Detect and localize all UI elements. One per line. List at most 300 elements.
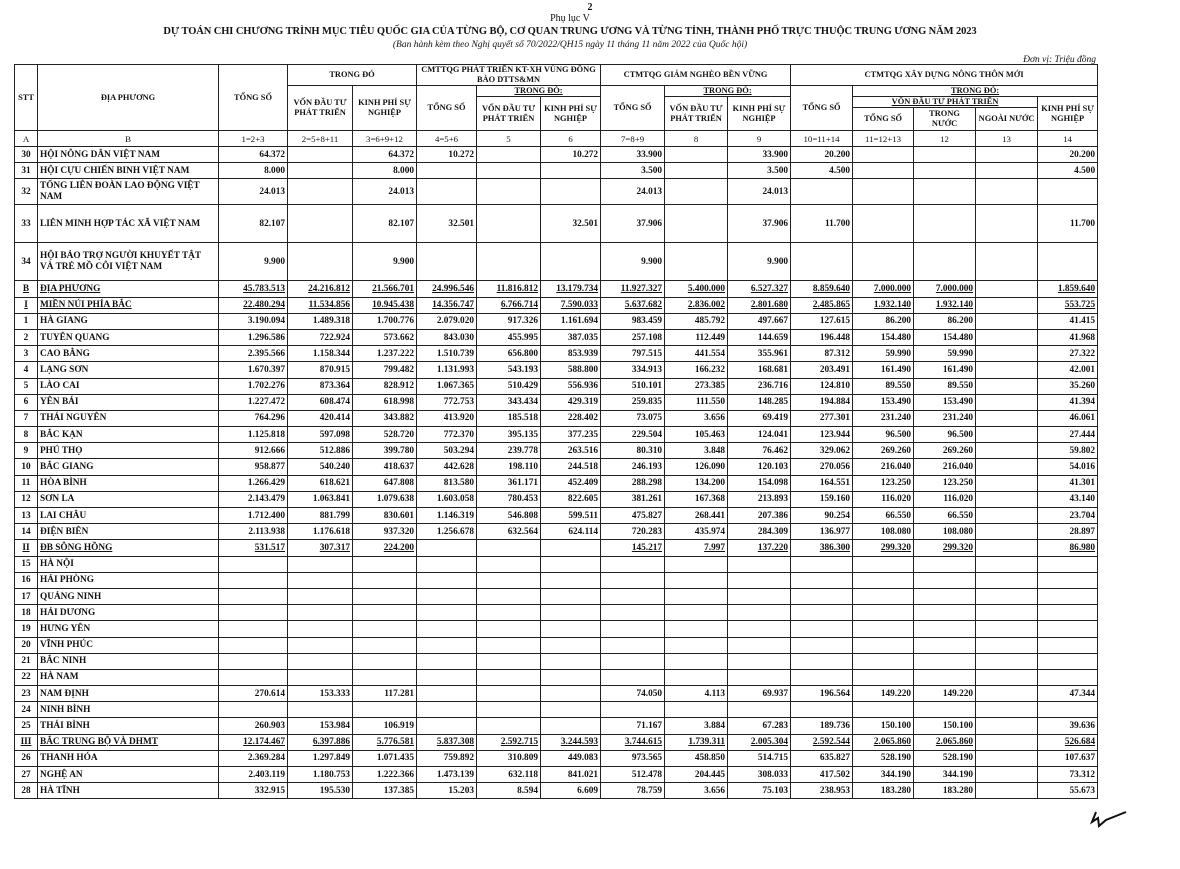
value-cell: 12.174.467 <box>219 734 288 750</box>
value-cell <box>1038 702 1098 718</box>
value-cell: 1.739.311 <box>665 734 728 750</box>
value-cell: 117.281 <box>353 686 417 702</box>
value-cell <box>853 653 914 669</box>
value-cell: 69.419 <box>728 410 791 426</box>
row-stt: 10 <box>15 459 38 475</box>
value-cell: 983.459 <box>601 313 665 329</box>
value-cell: 540.240 <box>288 459 353 475</box>
value-cell: 236.716 <box>728 378 791 394</box>
row-name: NAM ĐỊNH <box>38 686 219 702</box>
index-cell: 4=5+6 <box>417 131 477 147</box>
value-cell <box>417 605 477 621</box>
value-cell: 153.333 <box>288 686 353 702</box>
value-cell: 599.511 <box>541 508 601 524</box>
value-cell: 231.240 <box>914 410 976 426</box>
value-cell: 455.995 <box>477 329 541 345</box>
value-cell <box>477 669 541 685</box>
table-row <box>15 653 1098 669</box>
row-stt: 4 <box>15 362 38 378</box>
value-cell: 185.518 <box>477 410 541 426</box>
value-cell: 107.637 <box>1038 750 1098 766</box>
value-cell <box>914 556 976 572</box>
value-cell <box>665 572 728 588</box>
value-cell: 1.237.222 <box>353 346 417 362</box>
value-cell: 59.802 <box>1038 443 1098 459</box>
row-name: SƠN LA <box>38 491 219 507</box>
value-cell <box>728 669 791 685</box>
row-name: HẢI DƯƠNG <box>38 605 219 621</box>
value-cell: 449.083 <box>541 750 601 766</box>
value-cell: 11.927.327 <box>601 281 665 297</box>
table-row <box>15 783 1098 799</box>
value-cell: 308.033 <box>728 767 791 783</box>
value-cell <box>976 346 1038 362</box>
value-cell <box>601 621 665 637</box>
value-cell <box>914 702 976 718</box>
value-cell <box>417 243 477 281</box>
value-cell: 8.000 <box>353 163 417 179</box>
value-cell: 168.681 <box>728 362 791 378</box>
value-cell: 344.190 <box>914 767 976 783</box>
value-cell: 1.146.319 <box>417 508 477 524</box>
row-name: ĐỊA PHƯƠNG <box>38 281 219 297</box>
table-row <box>15 686 1098 702</box>
value-cell <box>288 588 353 604</box>
value-cell: 134.200 <box>665 475 728 491</box>
value-cell: 10.272 <box>417 147 477 163</box>
header-g2-tong-so: TỔNG SỐ <box>601 86 665 131</box>
value-cell <box>353 669 417 685</box>
table-row <box>15 556 1098 572</box>
value-cell: 1.510.739 <box>417 346 477 362</box>
value-cell: 183.280 <box>914 783 976 799</box>
value-cell <box>477 637 541 653</box>
value-cell: 269.260 <box>914 443 976 459</box>
value-cell <box>791 669 853 685</box>
value-cell: 80.310 <box>601 443 665 459</box>
value-cell: 22.480.294 <box>219 297 288 313</box>
value-cell <box>477 702 541 718</box>
value-cell <box>219 702 288 718</box>
value-cell: 510.429 <box>477 378 541 394</box>
value-cell: 381.261 <box>601 491 665 507</box>
table-row <box>15 410 1098 426</box>
value-cell: 759.892 <box>417 750 477 766</box>
index-cell: 14 <box>1038 131 1098 147</box>
value-cell: 3.244.593 <box>541 734 601 750</box>
value-cell <box>601 702 665 718</box>
value-cell: 2.395.566 <box>219 346 288 362</box>
value-cell: 161.490 <box>853 362 914 378</box>
value-cell <box>791 702 853 718</box>
row-stt: 33 <box>15 205 38 243</box>
value-cell: 284.309 <box>728 524 791 540</box>
value-cell: 45.783.513 <box>219 281 288 297</box>
value-cell <box>976 147 1038 163</box>
value-cell <box>791 637 853 653</box>
value-cell <box>477 588 541 604</box>
row-name: HÀ GIANG <box>38 313 219 329</box>
value-cell: 1.227.472 <box>219 394 288 410</box>
value-cell <box>353 572 417 588</box>
row-name: TỔNG LIÊN ĐOÀN LAO ĐỘNG VIỆT NAM <box>38 179 219 205</box>
value-cell: 161.490 <box>914 362 976 378</box>
value-cell <box>791 653 853 669</box>
row-stt: 26 <box>15 750 38 766</box>
value-cell <box>288 147 353 163</box>
value-cell: 3.744.615 <box>601 734 665 750</box>
value-cell: 828.912 <box>353 378 417 394</box>
value-cell: 42.001 <box>1038 362 1098 378</box>
value-cell <box>541 588 601 604</box>
table-row <box>15 508 1098 524</box>
value-cell: 475.827 <box>601 508 665 524</box>
value-cell: 307.317 <box>288 540 353 556</box>
value-cell: 1.266.429 <box>219 475 288 491</box>
appendix-label: Phụ lục V <box>550 13 590 24</box>
value-cell: 1.222.366 <box>353 767 417 783</box>
table-header <box>15 65 1098 147</box>
header-g3-trong-nuoc: TRONG NƯỚC <box>914 108 976 131</box>
value-cell: 244.518 <box>541 459 601 475</box>
index-cell: 1=2+3 <box>219 131 288 147</box>
value-cell: 127.615 <box>791 313 853 329</box>
value-cell <box>219 588 288 604</box>
row-stt: 14 <box>15 524 38 540</box>
value-cell: 24.013 <box>353 179 417 205</box>
value-cell <box>976 313 1038 329</box>
value-cell: 556.936 <box>541 378 601 394</box>
index-cell: 11=12+13 <box>853 131 914 147</box>
header-g1-trong-do: TRONG ĐÓ: <box>477 86 601 97</box>
index-cell: 5 <box>477 131 541 147</box>
value-cell: 1.131.993 <box>417 362 477 378</box>
value-cell <box>665 205 728 243</box>
value-cell: 299.320 <box>914 540 976 556</box>
value-cell: 89.550 <box>853 378 914 394</box>
value-cell <box>1038 669 1098 685</box>
value-cell <box>288 621 353 637</box>
row-name: HÀ NỘI <box>38 556 219 572</box>
value-cell: 154.098 <box>728 475 791 491</box>
value-cell: 89.550 <box>914 378 976 394</box>
value-cell <box>728 653 791 669</box>
value-cell: 64.372 <box>219 147 288 163</box>
value-cell: 150.100 <box>914 718 976 734</box>
value-cell <box>288 243 353 281</box>
value-cell: 1.161.694 <box>541 313 601 329</box>
value-cell: 137.220 <box>728 540 791 556</box>
value-cell <box>853 588 914 604</box>
value-cell: 24.013 <box>728 179 791 205</box>
value-cell <box>1038 572 1098 588</box>
value-cell: 153.490 <box>914 394 976 410</box>
value-cell <box>665 556 728 572</box>
value-cell: 1.158.344 <box>288 346 353 362</box>
value-cell <box>791 572 853 588</box>
row-stt: 17 <box>15 588 38 604</box>
value-cell: 528.720 <box>353 427 417 443</box>
value-cell <box>976 163 1038 179</box>
value-cell: 1.071.435 <box>353 750 417 766</box>
row-stt: 11 <box>15 475 38 491</box>
row-name: BẮC NINH <box>38 653 219 669</box>
value-cell: 41.415 <box>1038 313 1098 329</box>
table-row <box>15 329 1098 345</box>
value-cell <box>288 205 353 243</box>
value-cell <box>976 508 1038 524</box>
value-cell <box>477 179 541 205</box>
value-cell: 37.906 <box>728 205 791 243</box>
header-g3-kinh-phi: KINH PHÍ SỰ NGHIỆP <box>1038 97 1098 131</box>
value-cell <box>353 637 417 653</box>
value-cell: 429.319 <box>541 394 601 410</box>
value-cell <box>417 179 477 205</box>
value-cell: 194.884 <box>791 394 853 410</box>
row-name: THÁI BÌNH <box>38 718 219 734</box>
value-cell: 1.670.397 <box>219 362 288 378</box>
row-name: LÀO CAI <box>38 378 219 394</box>
value-cell: 196.448 <box>791 329 853 345</box>
value-cell: 361.171 <box>477 475 541 491</box>
row-name: YÊN BÁI <box>38 394 219 410</box>
header-g3-vdt-tong-so: TỔNG SỐ <box>853 108 914 131</box>
value-cell: 8.594 <box>477 783 541 799</box>
value-cell: 13.179.734 <box>541 281 601 297</box>
row-stt: 32 <box>15 179 38 205</box>
value-cell <box>601 556 665 572</box>
value-cell <box>417 653 477 669</box>
value-cell: 343.434 <box>477 394 541 410</box>
value-cell: 772.753 <box>417 394 477 410</box>
index-cell: 7=8+9 <box>601 131 665 147</box>
value-cell: 624.114 <box>541 524 601 540</box>
table-row <box>15 205 1098 243</box>
value-cell: 257.108 <box>601 329 665 345</box>
value-cell: 64.372 <box>353 147 417 163</box>
value-cell <box>976 329 1038 345</box>
value-cell: 196.564 <box>791 686 853 702</box>
table-row <box>15 313 1098 329</box>
row-stt: 18 <box>15 605 38 621</box>
value-cell <box>541 556 601 572</box>
value-cell <box>665 147 728 163</box>
value-cell: 20.200 <box>791 147 853 163</box>
value-cell <box>853 243 914 281</box>
value-cell: 1.067.365 <box>417 378 477 394</box>
header-von-dau-tu: VỐN ĐẦU TƯ PHÁT TRIỂN <box>288 86 353 131</box>
table-group-row <box>15 540 1098 556</box>
table-row <box>15 637 1098 653</box>
table-row <box>15 669 1098 685</box>
row-stt: 16 <box>15 572 38 588</box>
value-cell: 4.113 <box>665 686 728 702</box>
row-name: LAI CHÂU <box>38 508 219 524</box>
value-cell: 512.886 <box>288 443 353 459</box>
value-cell: 43.140 <box>1038 491 1098 507</box>
value-cell: 843.030 <box>417 329 477 345</box>
row-stt: 19 <box>15 621 38 637</box>
value-cell: 573.662 <box>353 329 417 345</box>
row-stt: 31 <box>15 163 38 179</box>
value-cell: 123.250 <box>914 475 976 491</box>
value-cell <box>976 243 1038 281</box>
table-group-row <box>15 734 1098 750</box>
value-cell <box>914 588 976 604</box>
value-cell: 4.500 <box>791 163 853 179</box>
value-cell: 8.000 <box>219 163 288 179</box>
value-cell: 7.590.033 <box>541 297 601 313</box>
value-cell <box>417 669 477 685</box>
value-cell <box>477 605 541 621</box>
value-cell <box>1038 556 1098 572</box>
value-cell: 958.877 <box>219 459 288 475</box>
value-cell <box>853 556 914 572</box>
value-cell <box>353 556 417 572</box>
header-tong-so: TỔNG SỐ <box>219 65 288 131</box>
value-cell: 5.776.581 <box>353 734 417 750</box>
value-cell <box>976 540 1038 556</box>
value-cell: 553.725 <box>1038 297 1098 313</box>
value-cell <box>288 179 353 205</box>
value-cell <box>601 572 665 588</box>
value-cell <box>477 147 541 163</box>
value-cell: 54.016 <box>1038 459 1098 475</box>
value-cell: 355.961 <box>728 346 791 362</box>
value-cell: 546.808 <box>477 508 541 524</box>
row-stt: 2 <box>15 329 38 345</box>
value-cell: 299.320 <box>853 540 914 556</box>
row-name: CAO BẰNG <box>38 346 219 362</box>
table-row <box>15 702 1098 718</box>
value-cell: 8.859.640 <box>791 281 853 297</box>
value-cell: 512.478 <box>601 767 665 783</box>
value-cell: 7.000.000 <box>914 281 976 297</box>
value-cell: 75.103 <box>728 783 791 799</box>
value-cell <box>665 702 728 718</box>
row-name: THANH HÓA <box>38 750 219 766</box>
table-row <box>15 179 1098 205</box>
row-name: PHÚ THỌ <box>38 443 219 459</box>
value-cell: 216.040 <box>853 459 914 475</box>
value-cell <box>976 475 1038 491</box>
value-cell: 33.900 <box>601 147 665 163</box>
table-row <box>15 750 1098 766</box>
value-cell: 86.980 <box>1038 540 1098 556</box>
value-cell: 124.810 <box>791 378 853 394</box>
value-cell <box>477 621 541 637</box>
value-cell <box>976 718 1038 734</box>
page-number: 2 <box>587 2 593 13</box>
value-cell: 41.968 <box>1038 329 1098 345</box>
value-cell: 153.490 <box>853 394 914 410</box>
value-cell <box>976 362 1038 378</box>
value-cell: 14.356.747 <box>417 297 477 313</box>
header-group-dtts: CMTTQG PHÁT TRIỂN KT-XH VÙNG ĐỒNG BÀO DTTS&MN <box>417 65 601 86</box>
value-cell <box>728 702 791 718</box>
value-cell: 86.200 <box>853 313 914 329</box>
value-cell: 23.704 <box>1038 508 1098 524</box>
value-cell: 150.100 <box>853 718 914 734</box>
row-name: BẮC GIANG <box>38 459 219 475</box>
table-row <box>15 443 1098 459</box>
value-cell: 1.702.276 <box>219 378 288 394</box>
value-cell <box>219 621 288 637</box>
value-cell <box>601 605 665 621</box>
index-cell: 2=5+8+11 <box>288 131 353 147</box>
header-g1-kinh-phi: KINH PHÍ SỰ NGHIỆP <box>541 97 601 131</box>
value-cell: 32.501 <box>417 205 477 243</box>
index-cell: 10=11+14 <box>791 131 853 147</box>
value-cell: 1.932.140 <box>914 297 976 313</box>
value-cell: 39.636 <box>1038 718 1098 734</box>
document-title: DỰ TOÁN CHI CHƯƠNG TRÌNH MỤC TIÊU QUỐC GIA CỦA TỪNG BỘ, CƠ QUAN TRUNG ƯƠNG VÀ TỪNG TỈNH, THÀNH PHỐ TRỰC THUỘC TRUNG ƯƠNG NĂM 2023 <box>163 26 977 37</box>
value-cell <box>853 621 914 637</box>
value-cell: 24.216.812 <box>288 281 353 297</box>
row-stt: 22 <box>15 669 38 685</box>
value-cell: 24.996.546 <box>417 281 477 297</box>
row-stt: 24 <box>15 702 38 718</box>
value-cell: 224.200 <box>353 540 417 556</box>
value-cell: 238.953 <box>791 783 853 799</box>
value-cell: 497.667 <box>728 313 791 329</box>
row-name: THÁI NGUYÊN <box>38 410 219 426</box>
value-cell <box>1038 605 1098 621</box>
value-cell: 937.320 <box>353 524 417 540</box>
value-cell <box>541 669 601 685</box>
value-cell: 343.882 <box>353 410 417 426</box>
index-cell: 13 <box>976 131 1038 147</box>
value-cell: 27.444 <box>1038 427 1098 443</box>
value-cell <box>219 653 288 669</box>
value-cell: 268.441 <box>665 508 728 524</box>
table-body <box>15 147 1098 799</box>
value-cell <box>976 637 1038 653</box>
value-cell: 9.900 <box>601 243 665 281</box>
value-cell: 2.065.860 <box>853 734 914 750</box>
value-cell <box>541 718 601 734</box>
value-cell <box>477 556 541 572</box>
header-g2-trong-do: TRONG ĐÓ: <box>665 86 791 97</box>
value-cell: 395.135 <box>477 427 541 443</box>
value-cell: 656.800 <box>477 346 541 362</box>
value-cell: 47.344 <box>1038 686 1098 702</box>
value-cell <box>976 767 1038 783</box>
value-cell <box>353 588 417 604</box>
value-cell: 41.394 <box>1038 394 1098 410</box>
value-cell: 618.998 <box>353 394 417 410</box>
value-cell: 2.592.715 <box>477 734 541 750</box>
value-cell: 32.501 <box>541 205 601 243</box>
value-cell <box>288 163 353 179</box>
row-stt: 21 <box>15 653 38 669</box>
value-cell: 259.835 <box>601 394 665 410</box>
value-cell: 123.944 <box>791 427 853 443</box>
value-cell: 273.385 <box>665 378 728 394</box>
value-cell: 216.040 <box>914 459 976 475</box>
value-cell: 154.480 <box>914 329 976 345</box>
value-cell: 377.235 <box>541 427 601 443</box>
value-cell: 485.792 <box>665 313 728 329</box>
value-cell <box>601 669 665 685</box>
value-cell: 120.103 <box>728 459 791 475</box>
value-cell: 797.515 <box>601 346 665 362</box>
value-cell: 420.414 <box>288 410 353 426</box>
value-cell <box>477 540 541 556</box>
value-cell <box>1038 243 1098 281</box>
value-cell: 973.565 <box>601 750 665 766</box>
value-cell: 148.285 <box>728 394 791 410</box>
